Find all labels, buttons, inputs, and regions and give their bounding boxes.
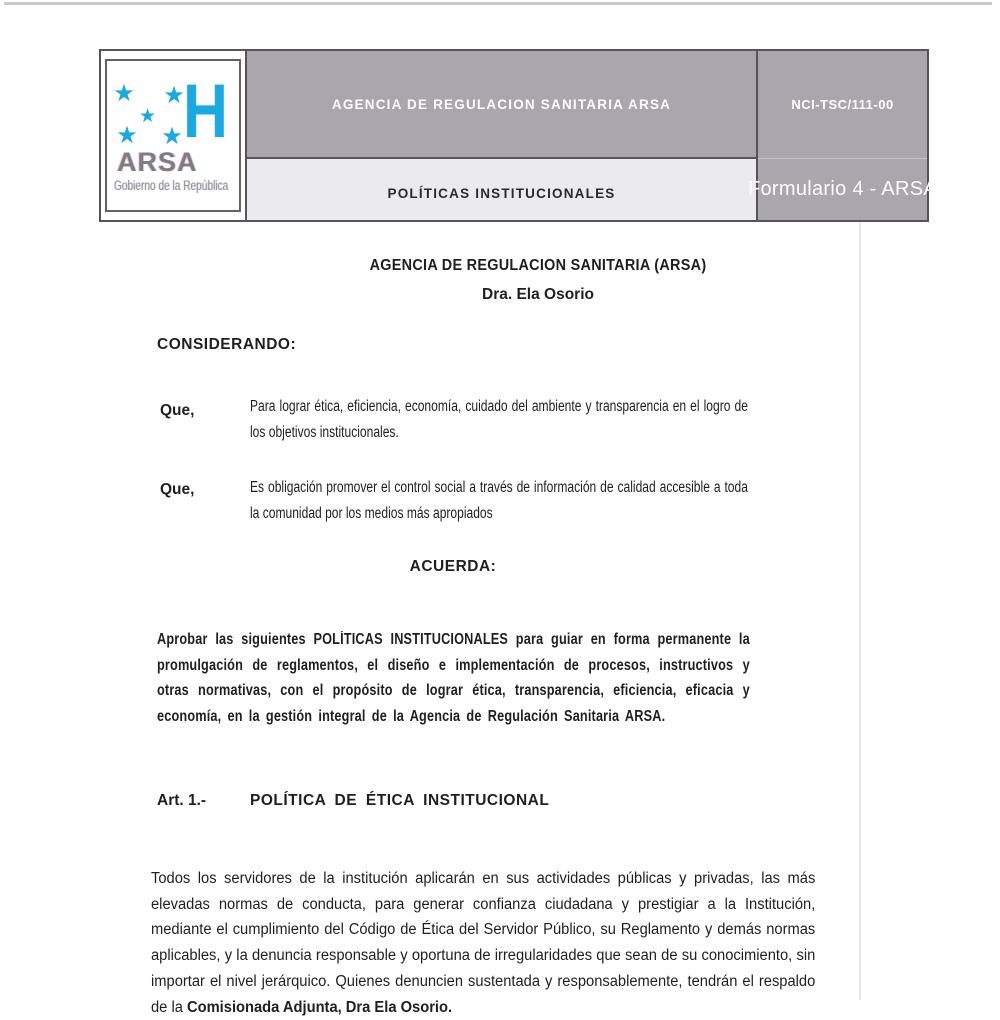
whereas-label: Que,	[160, 402, 195, 419]
form-header	[99, 49, 938, 222]
whereas-text: Para lograr ética, eficiencia, economía, cuidado del ambiente y transparencia en el logro de los objetivos institucionales.	[250, 398, 748, 441]
header-document-title: POLÍTICAS INSTITUCIONALES	[387, 186, 616, 201]
header-title-column	[247, 51, 756, 220]
logo-acronym: ARSA	[117, 147, 198, 177]
header-agency-bar	[247, 51, 756, 159]
star-icon: ★	[116, 121, 138, 149]
logo-government-caption: Gobierno de la República	[114, 178, 229, 193]
header-agency-title: AGENCIA DE REGULACION SANITARIA ARSA	[331, 96, 672, 112]
whereas-label: Que,	[160, 481, 195, 498]
star-icon: ★	[163, 81, 185, 109]
considerando-label: CONSIDERANDO:	[157, 336, 297, 353]
ethics-paragraph	[151, 866, 815, 1020]
scan-edge-line	[4, 2, 992, 5]
acuerda-label: ACUERDA:	[409, 558, 497, 575]
header-document-bar	[247, 159, 756, 220]
header-form-cell	[747, 159, 938, 220]
article-1-heading	[157, 792, 549, 810]
star-icon: ★	[113, 79, 135, 107]
document-heading	[146, 256, 930, 304]
article-title: POLÍTICA DE ÉTICA INSTITUCIONAL	[250, 792, 550, 809]
arsa-logo	[101, 51, 247, 220]
header-code-cell	[758, 51, 927, 159]
approval-paragraph: Aprobar las siguientes POLÍTICAS INSTITUCIONALES para guiar en forma permanente la promulgación de reglamentos, el diseño e implementación de procesos, instructivos y otras normativas, con el propósito de lograr ética, transparencia, eficiencia, eficacia y economía, en la gestión integral de la Agencia de Regulación Sanitaria ARSA.	[157, 631, 750, 725]
signatory-name: Dra. Ela Osorio	[482, 286, 594, 303]
whereas-text: Es obligación promover el control social a través de información de calidad accesible a toda la comunidad por los medios más apropiados	[250, 479, 748, 522]
star-icon: ★	[161, 122, 183, 150]
article-number: Art. 1.-	[157, 792, 207, 809]
ethics-paragraph-text: Todos los servidores de la institución aplicarán en sus actividades públicas y privadas, las más elevadas normas de conducta, para generar confianza ciudadana y prestigiar a la Institución, mediante el cumplimiento del Código de Ética del Servidor Público, su Reglamento y demás normas aplicables, y la denuncia responsable y oportuna de irregularidades que sean de su conocimiento, sin importar el nivel jerárquico. Quienes denuncien sustentada y responsablemente, tendrán el respaldo de la	[151, 870, 816, 1016]
header-meta-column	[747, 51, 938, 220]
agency-heading: AGENCIA DE REGULACION SANITARIA (ARSA)	[369, 257, 707, 274]
form-number-label: Formulario 4 - ARSA	[747, 178, 938, 200]
honduras-h-mark: H	[183, 69, 229, 154]
document-code: NCI-TSC/111-00	[791, 97, 894, 112]
ethics-paragraph-bold: Comisionada Adjunta, Dra Ela Osorio.	[186, 998, 453, 1016]
star-icon: ★	[138, 105, 157, 127]
